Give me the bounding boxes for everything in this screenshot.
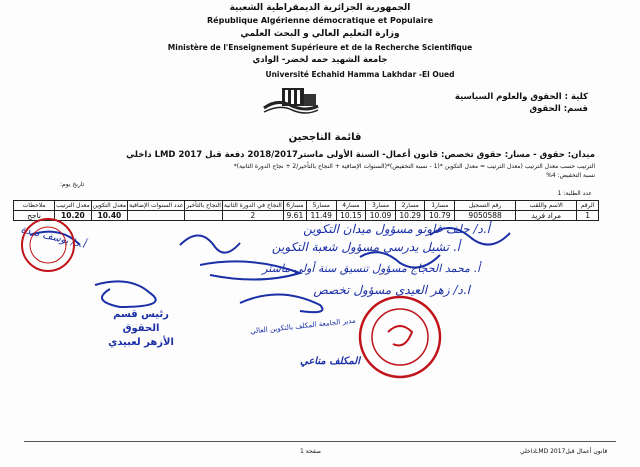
col-path3: مسار3 (366, 201, 396, 211)
bottom-signature: المكلف مناعي (300, 356, 360, 367)
col-training-avg: معدل التكوين (92, 202, 127, 209)
col-path1: مسار1 (425, 201, 455, 211)
cell-registration: 9050588 (455, 211, 516, 221)
red-seal-right (355, 292, 445, 382)
red-seal-left (18, 215, 78, 275)
dept-stamp-name: الأزهر لعبيدي (108, 337, 174, 348)
country-french: République Algérienne démocratique et Populaire (207, 16, 433, 25)
col-name: الاسم واللقب (516, 201, 577, 211)
handwritten-line-1: أ.د/ جلف غاوتو مسؤول ميدان التكوين (303, 222, 490, 236)
col-path5: مسار5 (306, 201, 336, 211)
cell-path6: 9.61 (283, 211, 306, 221)
handwritten-line-2: أ. تشيل يدرسي مسؤول شعبة التكوين (271, 240, 460, 254)
page-number: صفحة 1 (300, 448, 321, 455)
dept-stamp-title: رئيس قسم الحقوق (113, 309, 169, 334)
date-label: تاريخ يوم: (60, 181, 85, 188)
faculty-label: كلية : الحقوق والعلوم السياسية (454, 92, 588, 102)
col-late-pass: النجاح بالتأخير (186, 202, 221, 209)
cell-training-avg: 10.40 (91, 211, 127, 221)
cell-path2: 10.29 (395, 211, 425, 221)
ministry-arabic: وزارة التعليم العالي و البحث العلمي (240, 29, 400, 39)
ranking-formula: الترتيب حسب معدل الترتيب (معدل الترتيب = معدل التكوين *(1 - نسبة التخفيض)*(السنوات الإضافية + النجاح بالتأخير/2 + نجاح الدورة الثانية)* (233, 163, 595, 170)
col-path6: مسار6 (283, 201, 306, 211)
university-french: Université Echahid Hamma Lakhdar -El Oued (265, 70, 455, 79)
cell-index: 1 (577, 211, 599, 221)
footer-rule (24, 441, 616, 442)
col-rank-avg: معدل الترتيب (56, 202, 90, 209)
cell-rank-avg: 10.20 (55, 211, 92, 221)
footer-doc-label: قانون أعمال قبلLMD 2017داخلي (520, 448, 608, 455)
handwritten-side-note: أ.د/ يوسف تمدة (19, 224, 87, 251)
student-count: عدد الطلبة: 1 (557, 190, 592, 197)
university-arabic: جامعة الشهيد حمه لخضر- الوادي (252, 55, 388, 65)
col-extra-years: عدد السنوات الإضافية (129, 202, 184, 209)
list-title: قائمة الناجحين (288, 132, 362, 143)
col-path2: مسار2 (395, 201, 425, 211)
department-stamp (96, 308, 186, 350)
ministry-french: Ministère de l'Enseignement Supérieure et de la Recherche Scientifique (167, 43, 473, 52)
cell-path3: 10.09 (366, 211, 396, 221)
cell-path5: 11.49 (306, 211, 336, 221)
cell-path4: 10.15 (336, 211, 366, 221)
cell-name: مراد فريد (516, 211, 577, 221)
handwritten-line-4: ا.د/ زهر العيدي مسؤول تخصص (313, 283, 470, 297)
cell-second-session: 2 (222, 211, 283, 221)
department-label: قسم: الحقوق (529, 104, 588, 114)
cell-notes: ناجح (14, 211, 55, 221)
cell-path1: 10.79 (425, 211, 455, 221)
col-second-session: النجاح في الدورة الثانية (223, 202, 282, 209)
university-logo (262, 84, 320, 118)
col-registration: رقم التسجيل (455, 201, 516, 211)
reduction-rate: نسبة التخفيض: 4% (546, 172, 595, 179)
country-arabic: الجمهورية الجزائرية الديمقراطية الشعبية (229, 3, 411, 13)
field-line: ميدان: حقوق - مسار: حقوق تخصص: قانون أعمال- السنة الأولى ماستر2018/2017 دفعة قبل LMD 2017 داخلي (126, 150, 595, 160)
handwritten-line-3: أ. محمد الحجاج مسؤول تنسيق سنة أولى ماستر (262, 262, 480, 275)
col-path4: مسار4 (336, 201, 366, 211)
col-notes: ملاحظات (14, 201, 55, 211)
table-header-row (14, 201, 599, 211)
col-index: الرقم (577, 201, 599, 211)
vice-rector-stamp: مدير الجامعة المكلف بالتكوين العالي (249, 316, 357, 336)
